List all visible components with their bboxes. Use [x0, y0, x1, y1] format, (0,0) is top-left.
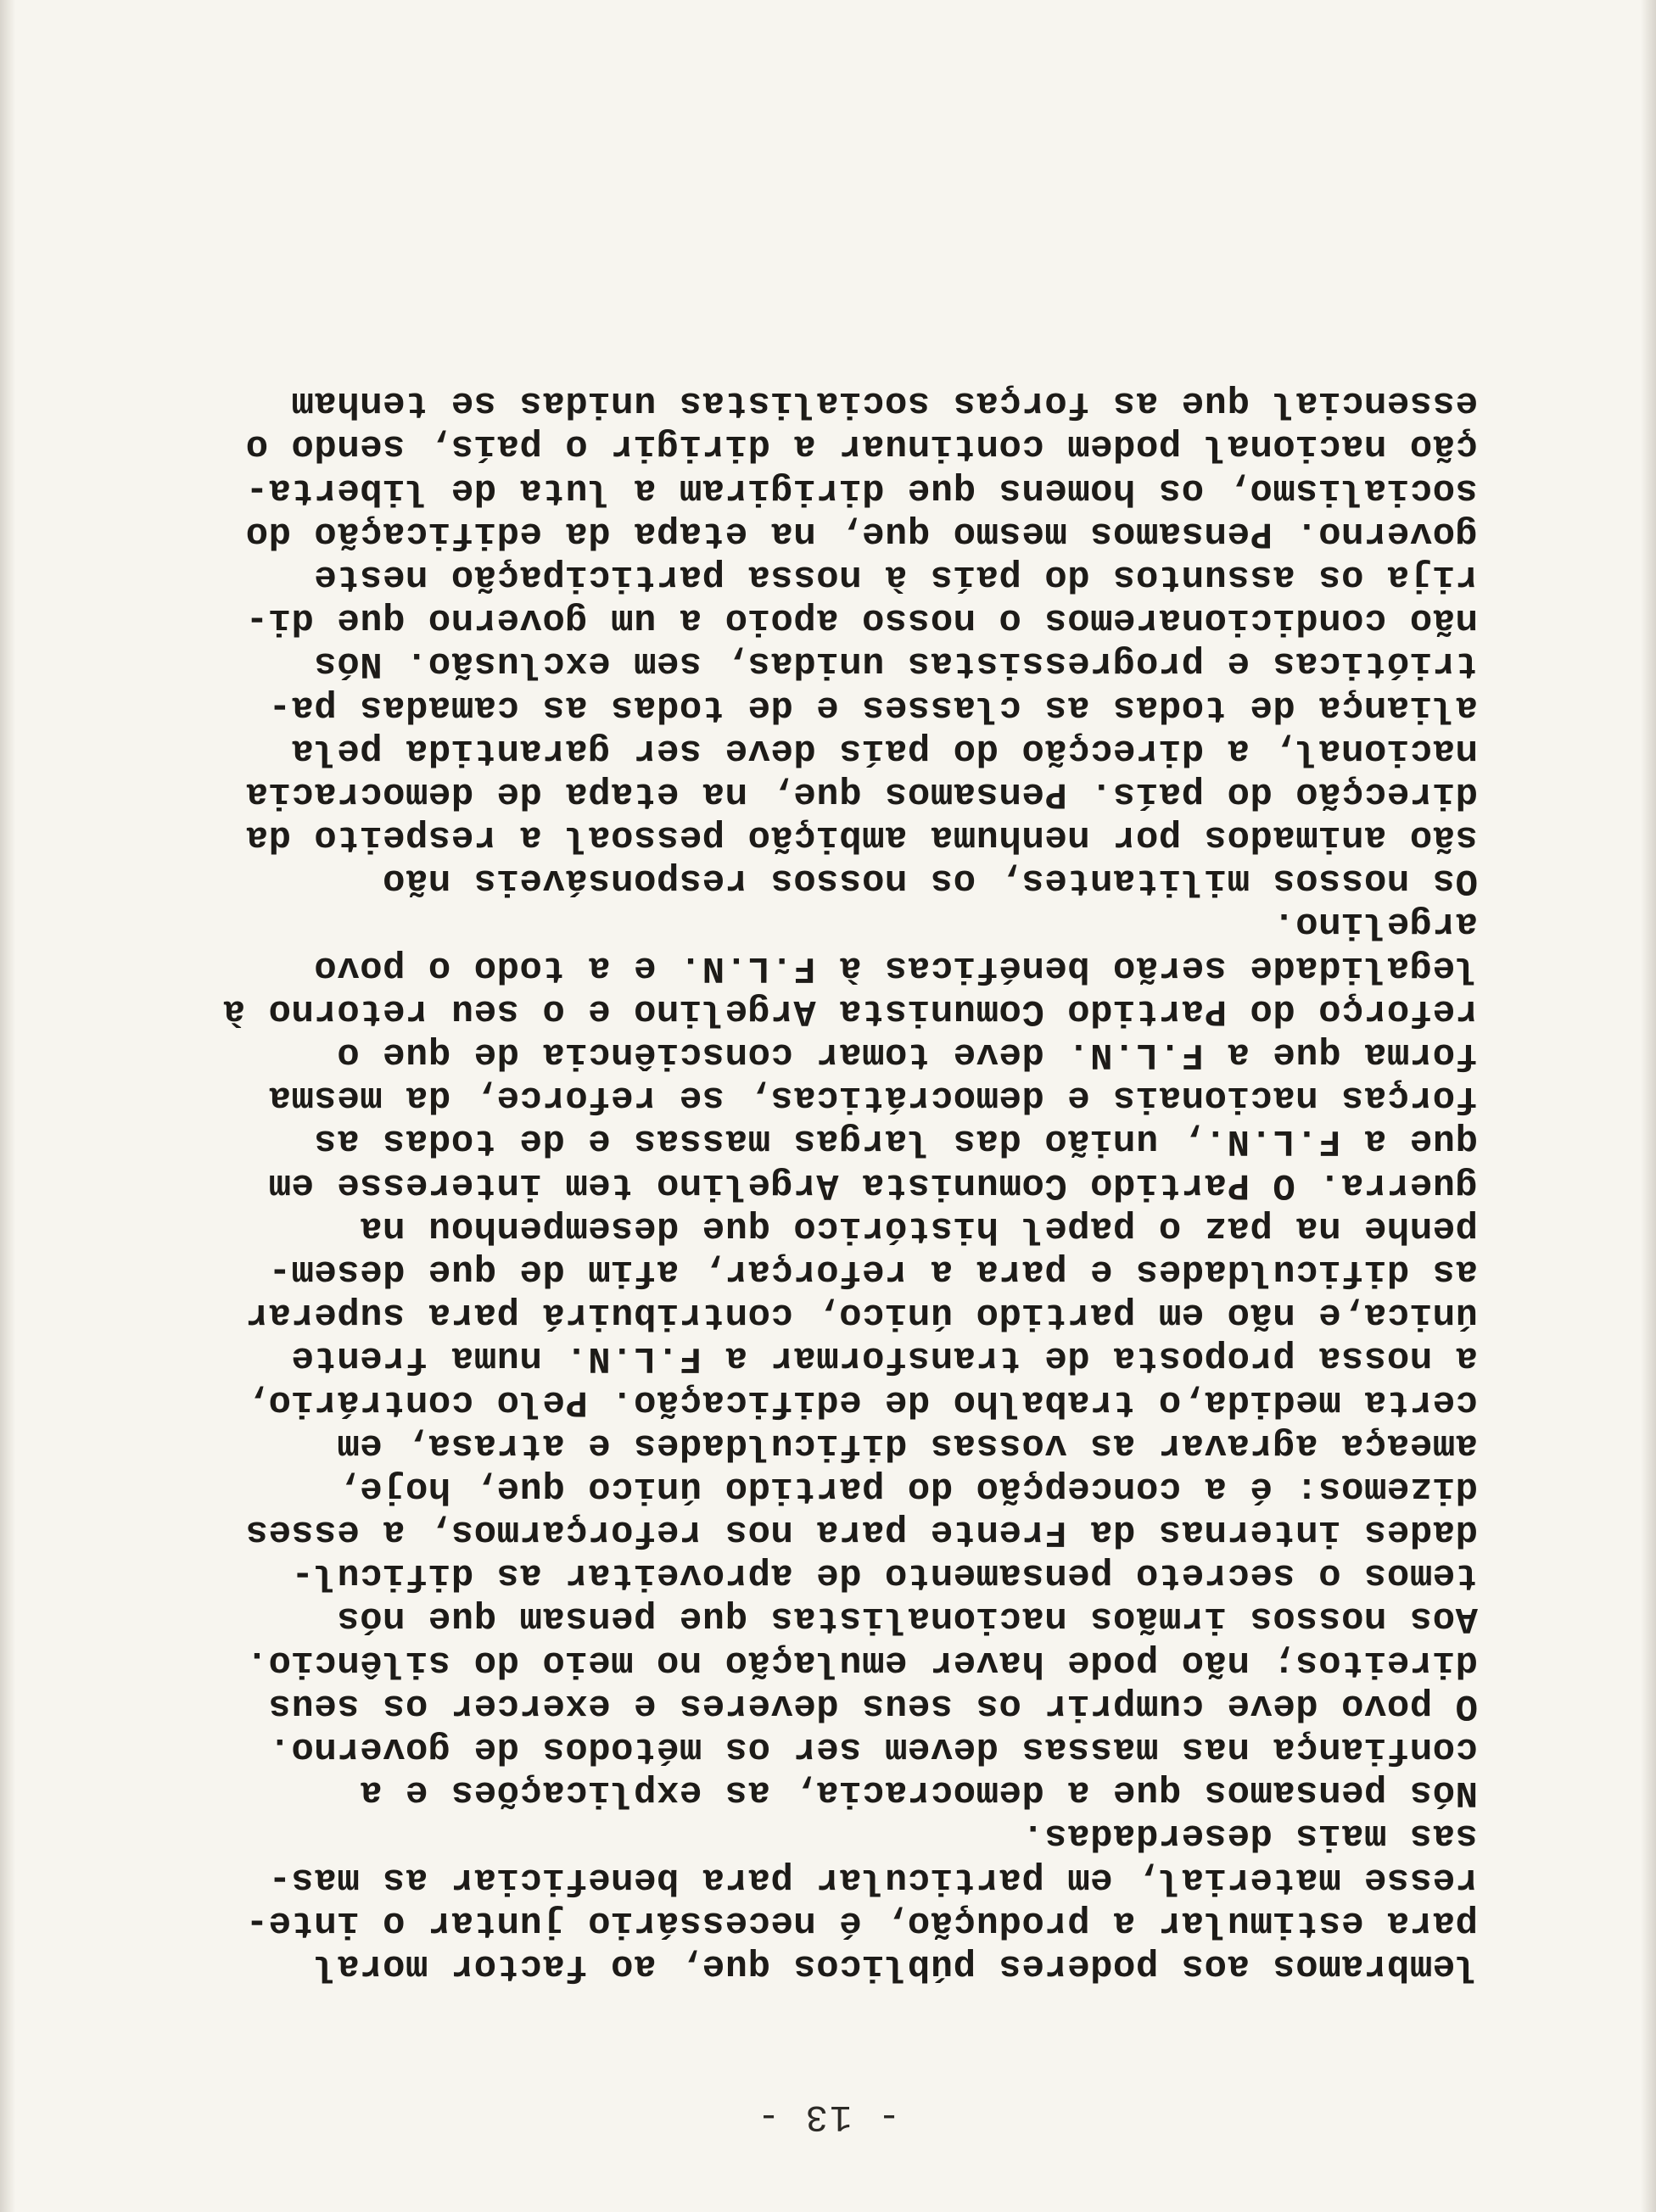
text-line: confiança nas massas devem ser os métodos de governo.	[268, 1728, 1478, 1771]
page-number: - 13 -	[755, 2095, 901, 2137]
text-line: a nossa proposta de transformar a F.L.N. numa frente	[290, 1337, 1478, 1380]
text-line: Os nossos militantes, os nossos responsáveis não	[382, 859, 1478, 902]
text-line: direitos; não pode haver emulação no meio do silêncio.	[245, 1640, 1478, 1684]
text-line: certa medida,o trabalho de edificação. Pelo contrário,	[245, 1380, 1478, 1423]
text-line: nacional, a direcção do país deve ser garantida pela	[290, 729, 1478, 772]
text-line: Aos nossos irmãos nacionalistas que pensam que nós	[336, 1597, 1478, 1640]
text-line: única,e não em partido único, contribuirá para superar	[245, 1293, 1478, 1337]
text-line: aliança de todas as classes e de todas as camadas pa-	[268, 685, 1478, 729]
text-line: resse material, em particular para beneficiar as mas-	[268, 1857, 1478, 1901]
text-line: forma que a F.L.N. deve tomar consciência de que o	[336, 1033, 1478, 1076]
text-line: ameaça agravar as vossas dificuldades e atrasa, em	[336, 1423, 1478, 1466]
text-line: não condicionaremos o nosso apoio a um governo que di-	[245, 599, 1478, 642]
text-line: essencial que as forças socialistas unidas se tenham	[290, 382, 1478, 425]
text-line: socialismo, os homens que dirigiram a luta de liberta-	[245, 468, 1478, 511]
text-line: dades internas da Frente para nos reforçarmos, a esses	[245, 1511, 1478, 1554]
text-line: guerra. O Partido Comunista Argelino tem interesse em	[268, 1163, 1478, 1206]
text-line: O povo deve cumprir os seus deveres e exercer os seus	[268, 1684, 1478, 1727]
page-edge-shadow-right	[0, 0, 15, 2212]
text-line: trióticas e progressistas unidas, sem exclusão. Nós	[313, 642, 1478, 685]
text-line: rija os assuntos do país à nossa participação neste	[313, 556, 1478, 598]
page-edge-shadow-left	[1641, 0, 1656, 2212]
text-line: lembramos aos poderes públicos que, ao factor moral	[313, 1945, 1478, 1987]
body-text	[163, 381, 1478, 1987]
text-line: ção nacional podem continuar a dirigir o país, sendo o	[245, 425, 1478, 468]
text-line: forças nacionais e democráticas, se reforce, da mesma	[268, 1076, 1478, 1120]
text-line: que a F.L.N., união das largas massas e de todas as	[313, 1120, 1478, 1163]
text-line: são animados por nenhuma ambição pessoal a respeito da	[245, 816, 1478, 859]
text-line: para estimular a produção, é necessário juntar o inte-	[245, 1901, 1478, 1944]
text-line: governo. Pensamos mesmo que, na etapa da edificação do	[245, 511, 1478, 555]
text-line: dizemos: é a concepção do partido único que, hoje,	[336, 1466, 1478, 1510]
text-line: temos o secreto pensamento de aproveitar as dificul-	[290, 1554, 1478, 1597]
text-line: legalidade serão benéficas à F.L.N. e a todo o povo	[313, 946, 1478, 989]
text-line: reforço do Partido Comunista Argelino e o seu retorno à	[222, 989, 1478, 1032]
text-line: argelino.	[1272, 902, 1478, 946]
text-line: direcção do país. Pensamos que, na etapa de democracia	[245, 772, 1478, 815]
text-line: sas mais deserdadas.	[1021, 1814, 1478, 1857]
text-line: Nós pensamos que a democracia, as explicações e a	[359, 1771, 1478, 1814]
text-line: as dificuldades e para a reforçar, afim de que desem-	[268, 1250, 1478, 1293]
text-line: penhe na paz o papel histórico que desempenhou na	[359, 1206, 1478, 1249]
